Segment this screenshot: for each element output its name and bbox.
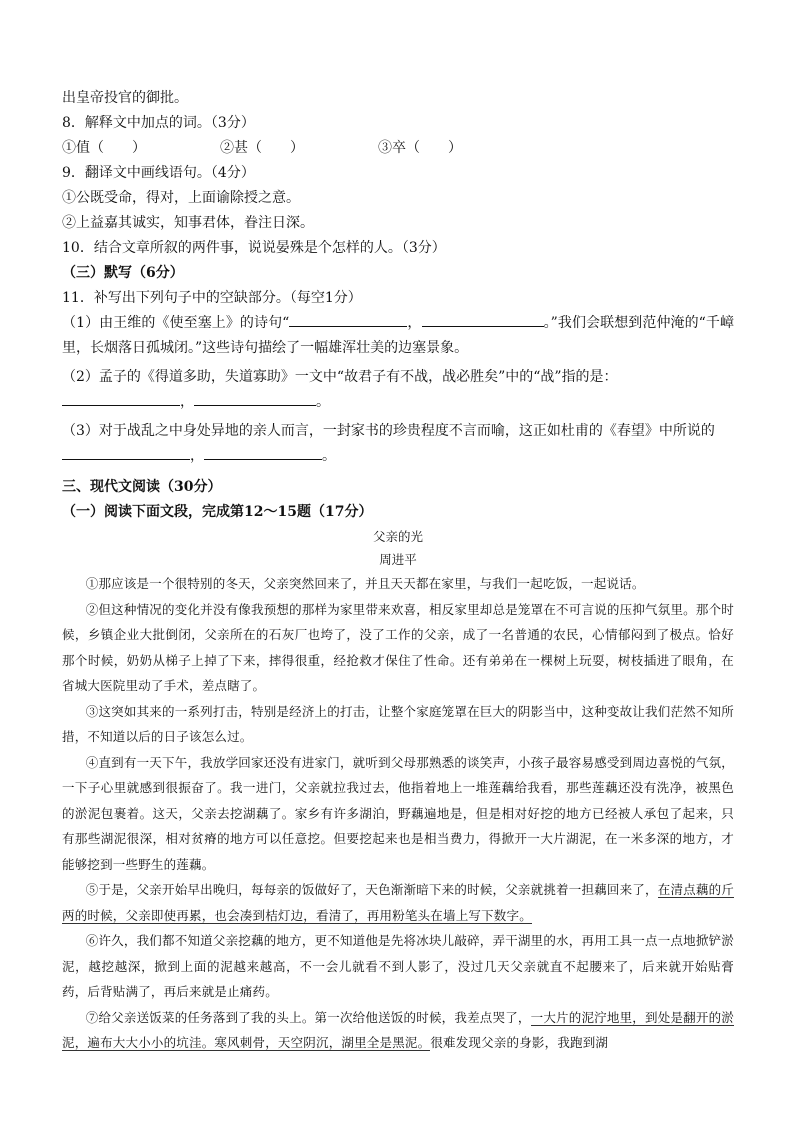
document-content bbox=[62, 86, 734, 1056]
answer-blank[interactable] bbox=[422, 311, 544, 327]
p7-text: ⑦给父亲送饭菜的任务落到了我的头上。第一次给他送饭的时候，我差点哭了， bbox=[85, 1009, 531, 1025]
article-paragraph-1: ①那应该是一个很特别的冬天，父亲突然回来了，并且天天都在家里，与我们一起吃饭，一起说话。 bbox=[85, 576, 645, 591]
q8-choice-b: ②甚（ ） bbox=[220, 140, 304, 156]
text-line: 出皇帝投官的御批。 bbox=[62, 90, 188, 106]
question-9-item-2: ②上益嘉其诚实，知事君体，眷注日深。 bbox=[62, 215, 314, 231]
q8-choice-a: ①值（ ） bbox=[62, 140, 146, 156]
q11-3-text-a: （3）对于战乱之中身处异地的亲人而言，一封家书的珍贵程度不言而喻，这正如杜甫的《春望》中所说的 bbox=[62, 423, 715, 439]
question-11-item-1 bbox=[62, 311, 734, 361]
answer-blank[interactable] bbox=[62, 390, 180, 406]
section-heading-dictation: （三）默写（6分） bbox=[62, 265, 184, 281]
article-title: 父亲的光 bbox=[372, 529, 423, 544]
answer-blank[interactable] bbox=[289, 311, 407, 327]
article-paragraph-2: ②但这种情况的变化并没有像我预想的那样为家里带来欢喜，相反家里却总是笼罩在不可言说的压抑气氛里。那个时候，乡镇企业大批倒闭，父亲所在的石灰厂也垮了，没了工作的父亲，成了一名普通的农民，心情郁闷到了极点。恰好那个时候，奶奶从梯子上掉了下来，摔得很重，经抢救才保住了性命。还有弟弟在一棵树上玩耍，树枝插进了眼角，在省城大医院里动了手术，差点瞎了。 bbox=[62, 601, 734, 693]
question-10: 10．结合文章所叙的两件事，说说晏殊是个怎样的人。（3分） bbox=[62, 240, 446, 256]
q11-1-text-b: ， bbox=[407, 315, 422, 331]
question-8-choices bbox=[62, 136, 734, 161]
p7-text-end: 很难发现父亲的身影，我跑到湖 bbox=[430, 1035, 609, 1050]
subsection-heading-reading-1: （一）阅读下面文段，完成第12～15题（17分） bbox=[62, 504, 373, 520]
question-11: 11．补写出下列句子中的空缺部分。（每空1分） bbox=[62, 290, 362, 306]
part-heading-modern-reading: 三、现代文阅读（30分） bbox=[62, 479, 222, 495]
article-paragraph-6: ⑥许久，我们都不知道父亲挖藕的地方，更不知道他是先将冰块儿敲碎，弄干湖里的水，再用工具一点一点地掀铲淤泥，越挖越深，掀到上面的泥越来越高，不一会儿就看不到人影了，没过几天父亲就直不起腰来了，后来就开始贴膏药，后背贴满了，再后来就是止痛药。 bbox=[62, 933, 734, 999]
article-author: 周进平 bbox=[379, 552, 417, 567]
q11-2-text-b: ， bbox=[180, 394, 194, 410]
p5-underlined-sentence: 在清点藕的斤两的时候，父亲即使再累，也会凑到桔灯边，看清了，再用粉笔头在墙上写下数字。 bbox=[62, 882, 734, 923]
q11-1-text-a: （1）由王维的《使至塞上》的诗句“ bbox=[62, 315, 290, 331]
p5-text: ⑤于是，父亲开始早出晚归，每每亲的饭做好了，天色渐渐暗下来的时候，父亲就挑着一担藕回来了， bbox=[85, 882, 658, 897]
q11-1-text-c: 。”我们会联想到范仲淹的“千嶂里，长烟落日孤城闭。”这些诗句描绘了一幅雄浑壮美的边塞景象。 bbox=[62, 315, 734, 356]
q11-2-text-c: 。 bbox=[316, 394, 330, 410]
answer-blank[interactable] bbox=[194, 390, 316, 406]
question-11-item-3 bbox=[62, 419, 734, 469]
p7-underlined-sentence: 一大片的泥泞地里，到处是翻开的淤泥，遍布大大小小的坑洼。寒风刺骨，天空阴沉，湖里全是黑泥。 bbox=[62, 1009, 734, 1050]
q11-3-text-b: ， bbox=[190, 448, 204, 464]
question-8: 8．解释文中加点的词。（3分） bbox=[62, 115, 255, 131]
q11-3-text-c: 。 bbox=[322, 448, 336, 464]
question-11-item-2 bbox=[62, 365, 734, 415]
article-paragraph-3: ③这突如其来的一系列打击，特别是经济上的打击，让整个家庭笼罩在巨大的阴影当中，这种变故让我们茫然不知所措，不知道以后的日子该怎么过。 bbox=[62, 703, 734, 744]
q8-choice-c: ③卒（ ） bbox=[378, 140, 462, 156]
answer-blank[interactable] bbox=[204, 444, 322, 460]
article-paragraph-7 bbox=[62, 1005, 734, 1056]
q11-2-text-a: （2）孟子的《得道多助，失道寡助》一文中“故君子有不战，战必胜矣”中的“战”指的是： bbox=[62, 369, 618, 385]
question-9-item-1: ①公既受命，得对，上面谕除授之意。 bbox=[62, 190, 300, 206]
article-paragraph-4: ④直到有一天下午，我放学回家还没有进家门，就听到父母那熟悉的谈笑声，小孩子最容易感受到周边喜悦的气氛，一下子心里就感到很振奋了。我一进门，父亲就拉我过去，他指着地上一堆莲藕给我看，那些莲藕还没有洗净，被黑色的淤泥包裹着。这天，父亲去挖湖藕了。家乡有许多湖泊，野藕遍地是，但是相对好挖的地方已经被人承包了起来，只有那些湖泥很深，相对贫瘠的地方可以任意挖。但要挖起来也是相当费力，得掀开一大片湖泥，在一米多深的地方，才能够挖到一些野生的莲藕。 bbox=[62, 754, 734, 872]
question-9: 9．翻译文中画线语句。（4分） bbox=[62, 165, 255, 181]
answer-blank[interactable] bbox=[62, 444, 190, 460]
article-paragraph-5 bbox=[62, 877, 734, 928]
